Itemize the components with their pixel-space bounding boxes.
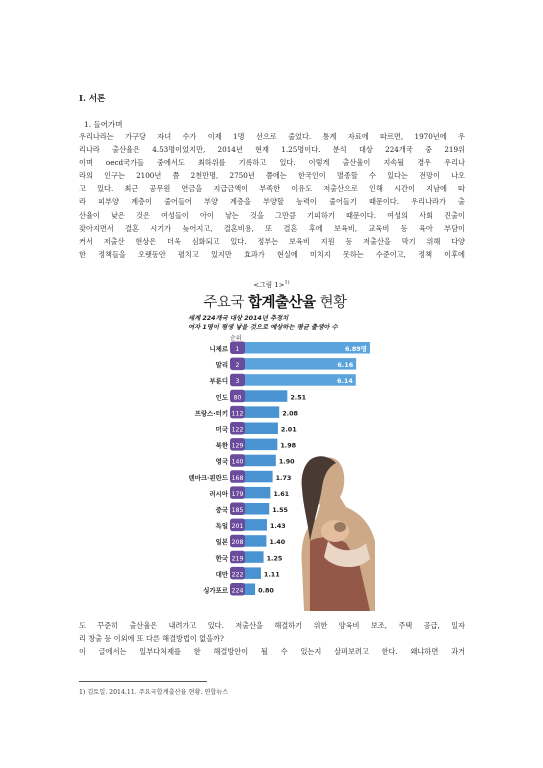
intro-line: 이며 oecd국가들 중에서도 최하위를 기록하고 있다. 이렇게 출산율이 지속될 경우 우리나 (79, 158, 465, 168)
rank-label: 1 (235, 345, 240, 353)
value-label: 2.01 (280, 425, 297, 434)
category-label: 영국 (215, 457, 228, 466)
bar (240, 406, 279, 418)
rank-label: 201 (231, 523, 244, 531)
value-label: 2.51 (290, 393, 307, 402)
subsection-title: 1. 들어가며 (84, 120, 123, 129)
value-label: 1.90 (278, 457, 295, 466)
paragraph-intro (79, 130, 465, 261)
bar (240, 390, 287, 402)
continued-line: 이 글에서는 일부다처제를 한 해결방안이 될 수 있는지 살펴보려고 한다. 왜냐하면 과거 (79, 647, 465, 657)
footnote: 1) 김토일. 2014.11. 주요국합계출산율 현황. 연합뉴스 (79, 689, 229, 696)
category-label: 싱가포르 (203, 586, 228, 595)
category-label: 니제르 (209, 344, 228, 353)
value-label: 1.43 (269, 522, 286, 531)
figure-caption (0, 279, 543, 289)
section-title: Ⅰ. 서론 (79, 94, 106, 104)
bar (240, 423, 278, 435)
intro-line: 우리나라는 가구당 자녀 수가 이제 1명 선으로 줄었다. 통계 자료에 따르면, 1970년에 우 (79, 132, 465, 141)
rank-label: 80 (233, 394, 242, 402)
value-label: 1.55 (272, 505, 289, 514)
rank-label: 112 (231, 410, 244, 418)
figure-caption-text: <그림 1> (253, 281, 285, 289)
category-label: 중국 (215, 505, 228, 514)
rank-label: 122 (231, 426, 244, 434)
rank-label: 185 (231, 506, 244, 514)
category-label: 러시아 (209, 489, 228, 498)
rank-label: 3 (235, 378, 240, 386)
paragraph-continued (79, 619, 465, 658)
rank-label: 224 (231, 587, 244, 595)
value-label: 1.25 (266, 554, 283, 563)
category-label: 덴마크·핀란드 (188, 473, 228, 482)
category-label: 독일 (215, 522, 228, 531)
category-label: 인도 (215, 393, 228, 402)
intro-line: 잦아지면서 결혼 시기가 늦어지고, 결혼비용, 또 결혼 후에 보육비, 교육비 등 육아 부담이 (79, 223, 465, 233)
value-label: 1.73 (275, 473, 292, 482)
rank-label: 2 (235, 362, 240, 370)
category-label: 대만 (215, 570, 228, 579)
rank-label: 168 (231, 474, 244, 482)
intro-line: 라의 인구는 2100년 쯤 2천만명, 2750년 쯤에는 한국인이 멸종할 수 있다는 전망이 나오 (79, 171, 465, 181)
intro-line: 한 정책들을 오랫동안 펼치고 있지만 효과가 현실에 미치지 못하는 수준이고, 정책 이후에 (79, 249, 465, 259)
category-label: 북한 (215, 441, 228, 450)
value-label: 1.61 (273, 489, 290, 498)
figure-title-part2: 현황 (315, 295, 347, 311)
continued-line: 도 꾸준히 출산율은 내려가고 있다. 저출산을 해결하기 위한 양육비 보조, 주택 공급, 일자 (79, 621, 465, 630)
figure-title-bold: 합계출산율 (247, 295, 316, 311)
value-label: 6.14 (337, 377, 353, 386)
intro-line: 리나라 출산율은 4.53명이었지만, 2014년 현재 1.25명이다. 분석 대상 224개국 중 219위 (79, 145, 465, 155)
bar (240, 455, 276, 467)
value-label: 1.11 (263, 570, 280, 579)
figure-subtitle-line1: 세계 224개국 대상 2014년 추정치 (188, 315, 289, 322)
category-label: 프랑스·터키 (194, 409, 228, 418)
value-label: 1.98 (280, 441, 297, 450)
figure-caption-footnote-ref: 1) (284, 279, 290, 286)
fertility-bar-chart (170, 291, 380, 611)
category-label: 부룬디 (209, 377, 228, 386)
rank-label: 140 (231, 458, 244, 466)
intro-line: 라 피부양 계층이 줄어들어 부양 계층을 부양할 능력이 줄어들기 때문이다. 우리나라가 출 (79, 197, 465, 207)
category-label: 말리 (215, 361, 228, 370)
category-label: 미국 (215, 425, 228, 434)
value-label: 2.08 (282, 409, 299, 418)
intro-line: 커서 저출산 현상은 더욱 심화되고 있다. 정부는 보육비 지원 등 저출산을 막기 위해 다양 (79, 236, 465, 246)
intro-line: 고 있다. 최근 공무원 연금을 지급금액이 부족한 이유도 저출산으로 인해 시간이 지남에 따 (79, 184, 465, 194)
rank-label: 129 (231, 442, 244, 450)
value-label: 1.40 (269, 538, 286, 547)
rank-label: 222 (231, 571, 244, 579)
mother-baby-illustration (302, 456, 375, 611)
category-label: 일본 (215, 538, 228, 547)
rank-label: 219 (231, 555, 244, 563)
fertility-rate-figure (170, 291, 380, 611)
value-label: 6.89명 (344, 344, 367, 353)
continued-line: 리 창출 등 이외에 또 다른 해결방법이 없을까? (79, 634, 224, 644)
category-label: 한국 (215, 554, 228, 563)
value-label: 0.80 (258, 586, 274, 595)
intro-line: 산율이 낮은 것은 여성들이 아이 낳는 것을 그만큼 기피하기 때문이다. 여성의 사회 진출이 (79, 210, 465, 220)
rank-label: 208 (231, 539, 244, 547)
rank-label: 179 (231, 490, 244, 498)
figure-subtitle-line2: 여자 1명이 평생 낳을 것으로 예상하는 평균 출생아 수 (188, 323, 338, 331)
figure-title-part1: 주요국 (203, 295, 248, 311)
bar (240, 439, 277, 451)
footnote-divider (79, 681, 207, 682)
rank-column-header: 순위 (230, 335, 242, 342)
value-label: 6.16 (337, 361, 354, 370)
